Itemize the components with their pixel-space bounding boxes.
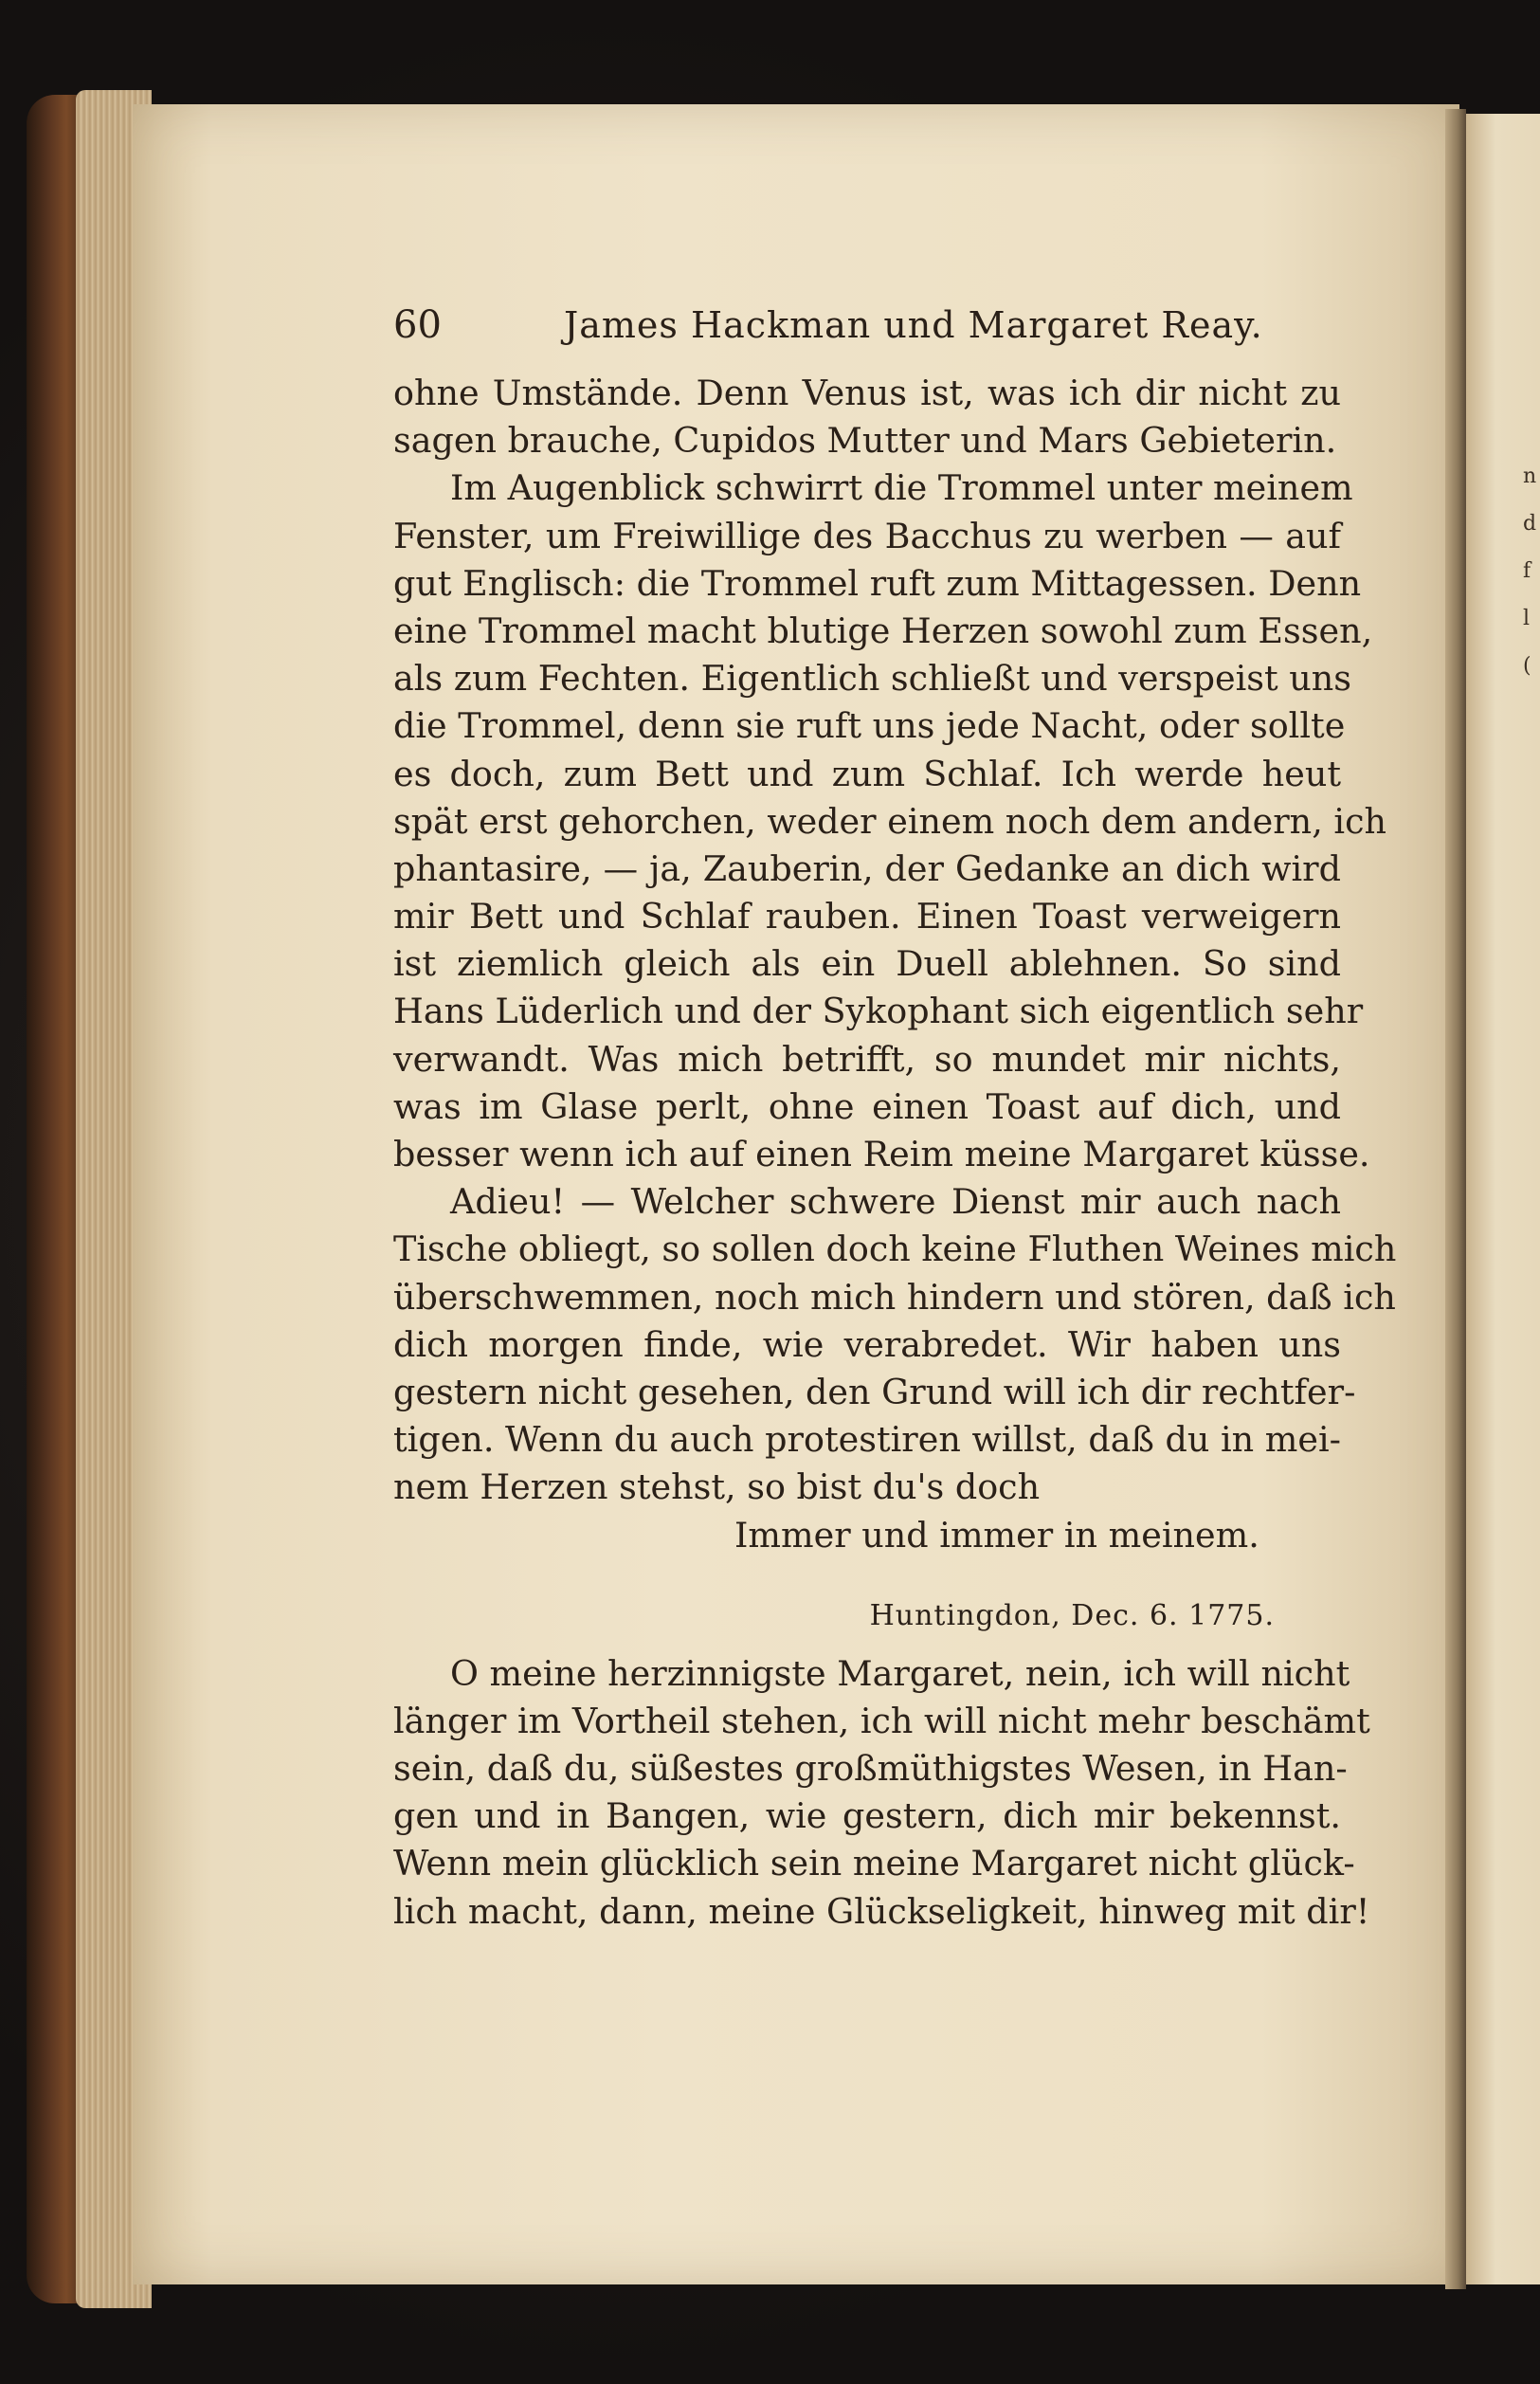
facing-page-fragment: l [1523, 607, 1531, 630]
text-line: es doch, zum Bett und zum Schlaf. Ich werde heut [393, 753, 1341, 794]
text-line: gut Englisch: die Trommel ruft zum Mittagessen. Denn [393, 562, 1362, 604]
text-line: phantasire, — ja, Zauberin, der Gedanke an dich wird [393, 847, 1341, 889]
text-line: Tische obliegt, so sollen doch keine Fluthen Weines mich [393, 1228, 1397, 1270]
letter-dateline [393, 1595, 1341, 1637]
facing-page-fragment: d [1523, 512, 1537, 536]
facing-page-fragment: n [1523, 464, 1537, 488]
text-line: sein, daß du, süßestes großmüthigstes Wesen, in Han- [393, 1748, 1348, 1790]
text-line: eine Trommel macht blutige Herzen sowohl zum Essen, [393, 610, 1373, 651]
text-line: die Trommel, denn sie ruft uns jede Nacht, oder sollte [393, 705, 1346, 747]
facing-page-edge [1466, 114, 1540, 2284]
text-line: ohne Umstände. Denn Venus ist, was ich dir nicht zu [393, 373, 1341, 413]
text-line: Wenn mein glücklich sein meine Margaret nicht glück- [393, 1843, 1355, 1884]
text-line: länger im Vortheil stehen, ich will nicht mehr beschämt [393, 1700, 1370, 1741]
running-head: James Hackman und Margaret Reay. [564, 304, 1263, 346]
page-number: 60 [393, 303, 442, 347]
facing-page-fragment: ( [1523, 654, 1531, 678]
text-line: spät erst gehorchen, weder einem noch dem andern, ich [393, 800, 1387, 842]
text-line: mir Bett und Schlaf rauben. Einen Toast verweigern [393, 896, 1341, 937]
text-line: O meine herzinnigste Margaret, nein, ich will nicht [450, 1652, 1350, 1694]
page-header [393, 303, 1341, 370]
text-line: Im Augenblick schwirrt die Trommel unter meinem [450, 467, 1353, 509]
dateline-text: Huntingdon, Dec. 6. 1775. [869, 1598, 1275, 1632]
text-line: sagen brauche, Cupidos Mutter und Mars Gebieterin. [393, 420, 1337, 462]
text-line: überschwemmen, noch mich hindern und stören, daß ich [393, 1276, 1396, 1318]
facing-page-fragment: f [1523, 559, 1531, 583]
text-line: nem Herzen stehst, so bist du's doch [393, 1466, 1041, 1508]
text-line: dich morgen finde, wie verabredet. Wir haben uns [393, 1323, 1341, 1365]
text-line: ist ziemlich gleich als ein Duell ablehnen. So sind [393, 943, 1341, 985]
text-line: als zum Fechten. Eigentlich schließt und verspeist uns [393, 658, 1351, 700]
text-line: gen und in Bangen, wie gestern, dich mir bekennst. [393, 1795, 1341, 1837]
text-line: Adieu! — Welcher schwere Dienst mir auch nach [450, 1181, 1341, 1223]
text-line: gestern nicht gesehen, den Grund will ich dir rechtfer- [393, 1371, 1356, 1412]
text-line: verwandt. Was mich betrifft, so mundet mir nichts, [393, 1038, 1341, 1080]
text-line: Fenster, um Freiwillige des Bacchus zu werben — auf [393, 515, 1341, 556]
closing-quote: Immer und immer in meinem. [734, 1514, 1259, 1556]
text-line: was im Glase perlt, ohne einen Toast auf dich, und [393, 1085, 1341, 1127]
text-line: tigen. Wenn du auch protestiren willst, daß du in mei- [393, 1419, 1341, 1461]
text-line: lich macht, dann, meine Glückseligkeit, hinweg mit dir! [393, 1890, 1370, 1932]
text-block [393, 303, 1397, 1936]
text-line: Hans Lüderlich und der Sykophant sich eigentlich sehr [393, 991, 1364, 1032]
text-line: besser wenn ich auf einen Reim meine Margaret küsse. [393, 1134, 1370, 1174]
book-gutter [1445, 109, 1466, 2289]
spacer [393, 1559, 1341, 1595]
